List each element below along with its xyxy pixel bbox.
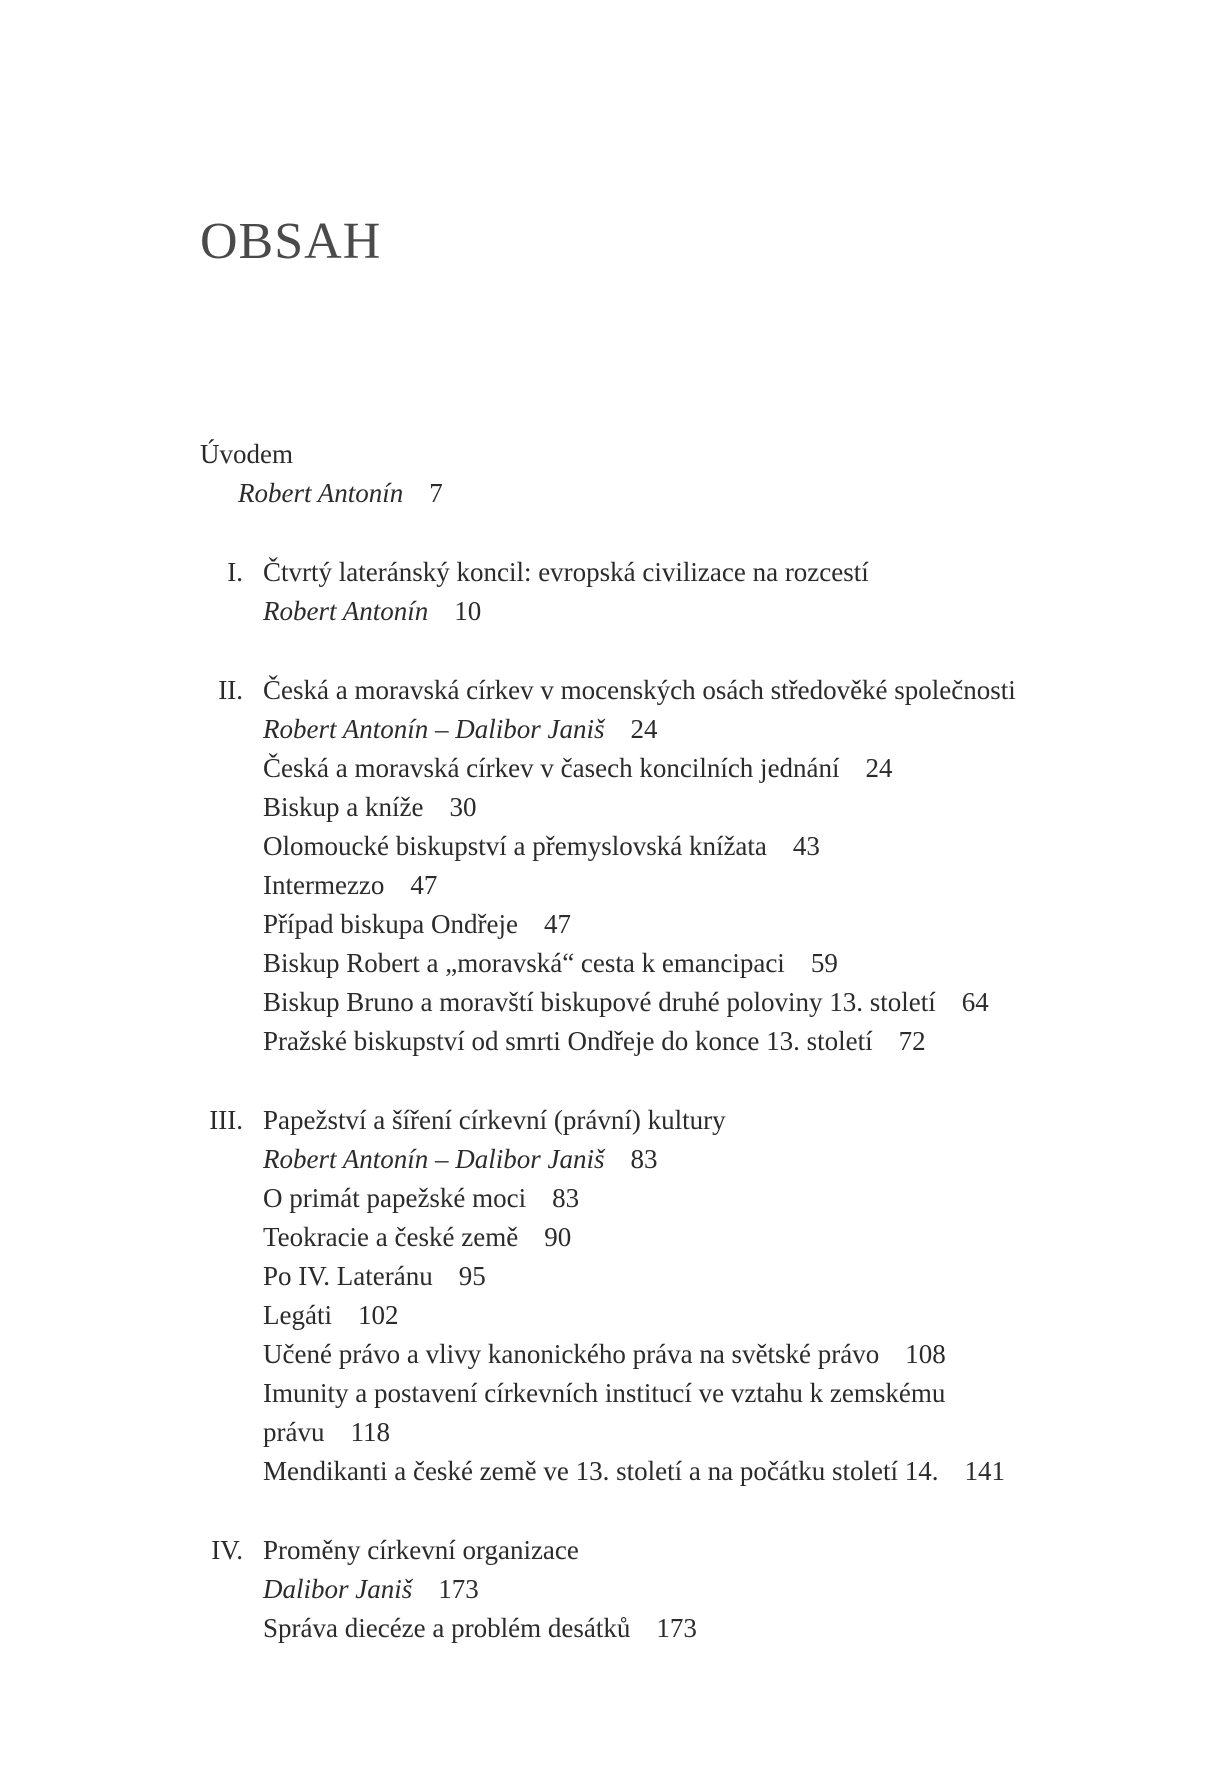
chapter-page-number: 24 [630,714,658,744]
section-entry [0,788,1225,827]
section-title: Olomoucké biskupství a přemyslovská knížata [263,831,767,861]
section-entry [0,1179,1225,1218]
chapter-numeral: I. [227,557,243,587]
section-page-number: 83 [552,1183,580,1213]
section-title: Imunity a postavení církevních institucí ve vztahu k zemskému [263,1378,946,1408]
section-title: Česká a moravská církev v časech koncilních jednání [263,753,840,783]
toc-chapter-1 [0,553,1225,631]
intro-page-number: 7 [429,478,443,508]
section-page-number: 59 [810,948,838,978]
section-entry [0,1335,1225,1374]
section-entry-continuation [0,1413,1225,1452]
section-title: Biskup Bruno a moravští biskupové druhé poloviny 13. století [263,987,936,1017]
section-entry [0,1374,1225,1413]
section-page-number: 72 [898,1026,926,1056]
section-entry [0,905,1225,944]
section-entry [0,749,1225,788]
chapter-author-line [0,1570,1225,1609]
chapter-heading [0,671,1225,710]
chapter-numeral: II. [218,675,243,705]
section-page-number: 47 [410,870,438,900]
section-page-number: 47 [543,909,571,939]
chapter-title: Proměny církevní organizace [263,1535,579,1565]
chapter-page-number: 83 [630,1144,658,1174]
chapter-page-number: 10 [454,596,482,626]
section-entry [0,1452,1225,1491]
section-entry [0,866,1225,905]
section-page-number: 43 [792,831,820,861]
section-title: Intermezzo [263,870,385,900]
section-page-number: 30 [449,792,477,822]
section-entry [0,983,1225,1022]
intro-author: Robert Antonín [238,478,404,508]
chapter-author: Robert Antonín – Dalibor Janiš [263,1144,605,1174]
chapter-heading [0,1101,1225,1140]
section-page-number: 141 [964,1456,1006,1486]
chapter-author-line [0,592,1225,631]
section-page-number: 24 [865,753,893,783]
section-title: O primát papežské moci [263,1183,527,1213]
toc-chapter-2 [0,671,1225,1061]
section-entry [0,1296,1225,1335]
section-title: Mendikanti a české země ve 13. století a na počátku století 14. [263,1456,939,1486]
toc-chapter-3 [0,1101,1225,1491]
section-page-number: 173 [656,1613,697,1643]
chapter-author: Robert Antonín [263,596,429,626]
section-page-number: 95 [458,1261,486,1291]
toc-chapter-4 [0,1531,1225,1648]
section-page-number: 102 [357,1300,399,1330]
chapter-author-line [0,710,1225,749]
chapter-author: Robert Antonín – Dalibor Janiš [263,714,605,744]
section-title: Správa diecéze a problém desátků [263,1613,631,1643]
section-title: Legáti [263,1300,332,1330]
section-title: Po IV. Lateránu [263,1261,433,1291]
section-entry [0,827,1225,866]
section-page-number: 90 [544,1222,572,1252]
chapter-author-line [0,1140,1225,1179]
section-entry [0,1257,1225,1296]
section-entry [0,1609,1225,1648]
chapter-page-number: 173 [438,1574,479,1604]
section-title: Případ biskupa Ondřeje [263,909,518,939]
section-page-number: 118 [350,1417,390,1447]
section-title: Biskup a kníže [263,792,424,822]
chapter-numeral: IV. [211,1535,243,1565]
section-entry [0,1022,1225,1061]
section-title: Pražské biskupství od smrti Ondřeje do konce 13. století [263,1026,873,1056]
intro-title: Úvodem [200,439,293,469]
section-entry [0,944,1225,983]
chapter-title: Česká a moravská církev v mocenských osách středověké společnosti [263,675,1016,705]
section-title: Učené právo a vlivy kanonického práva na světské právo [263,1339,880,1369]
section-title: Teokracie a české země [263,1222,519,1252]
chapter-title: Čtvrtý lateránský koncil: evropská civilizace na rozcestí [263,557,869,587]
chapter-author: Dalibor Janiš [263,1574,413,1604]
toc-intro [0,435,1225,513]
section-title-continuation: právu [263,1417,325,1447]
table-of-contents [0,435,1225,1648]
page-title: OBSAH [200,213,382,270]
chapter-heading [0,553,1225,592]
chapter-numeral: III. [209,1105,243,1135]
chapter-heading [0,1531,1225,1570]
section-entry [0,1218,1225,1257]
section-page-number: 64 [961,987,989,1017]
section-page-number: 108 [905,1339,946,1369]
section-title: Biskup Robert a „moravská“ cesta k emancipaci [263,948,785,978]
chapter-title: Papežství a šíření církevní (právní) kultury [263,1105,726,1135]
intro-author-line [0,474,1225,513]
